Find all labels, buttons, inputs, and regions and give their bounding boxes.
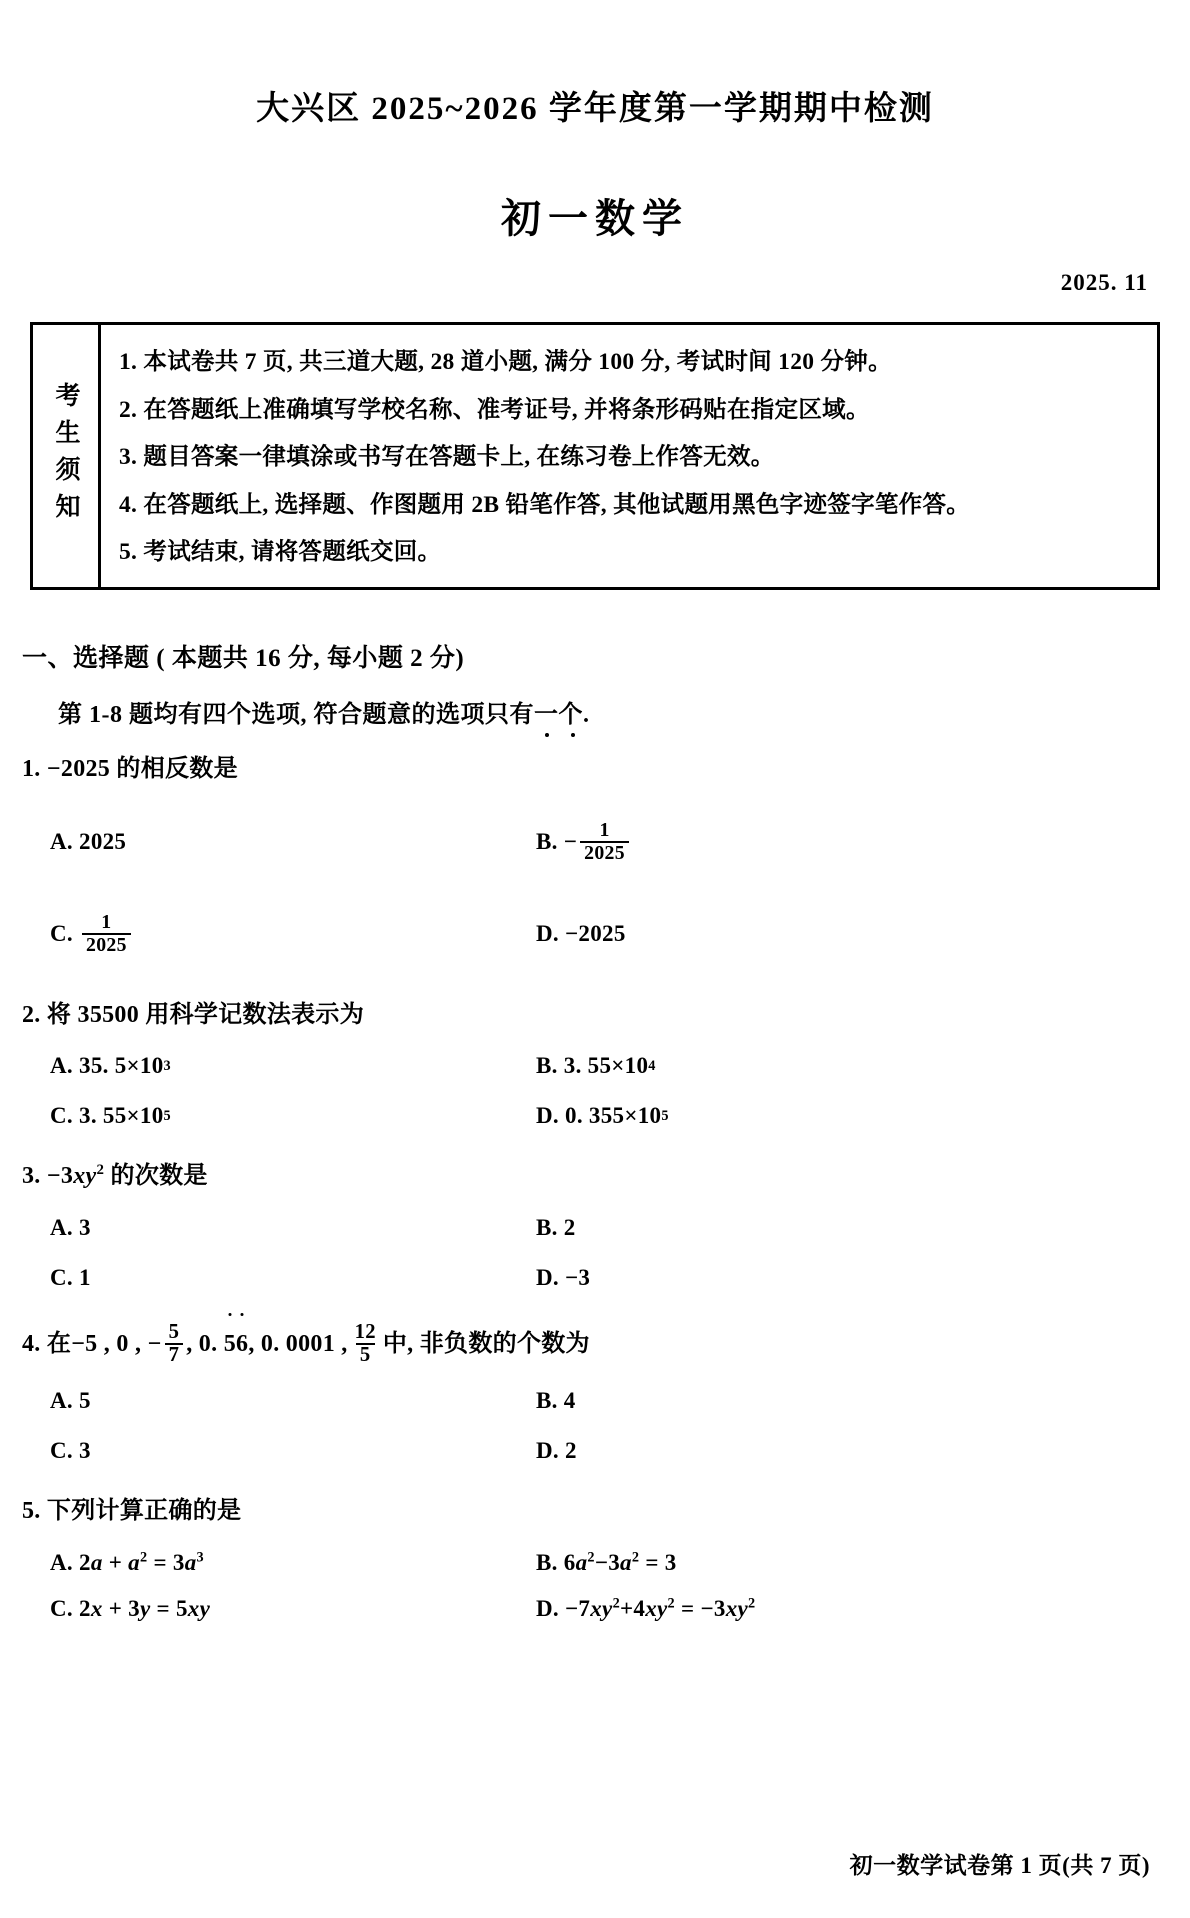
option-4-D[interactable] — [522, 1431, 1164, 1471]
option-label: B. — [536, 1214, 558, 1240]
option-label: D. — [536, 1595, 559, 1621]
option-value: −3 — [565, 1264, 591, 1290]
option-1-C[interactable] — [22, 893, 522, 975]
question-3-stem — [22, 1160, 1164, 1194]
question-1-options — [22, 801, 1164, 975]
option-label: A. — [50, 1053, 73, 1079]
option-2-D[interactable]: D. 0. 355×10 5 — [536, 1103, 669, 1129]
section-sub-prefix: 第 1-8 题均有四个选项, 符合题意的选项只有 — [58, 702, 534, 728]
question-3-options — [22, 1208, 1164, 1298]
option-2-A[interactable]: A. 35. 5×10 3 — [50, 1053, 171, 1079]
fraction-numerator: 1 — [599, 818, 610, 841]
notice-items — [101, 325, 1157, 587]
option-value: 5 — [79, 1388, 91, 1414]
option-expression: $6a^2-3a^2 = 3$ — [563, 1549, 677, 1575]
option-4-B[interactable] — [522, 1381, 1164, 1421]
option-1-D[interactable] — [522, 893, 1164, 975]
fraction-denominator: 7 — [165, 1343, 184, 1367]
option-label: B. — [536, 1053, 558, 1079]
notice-item: 2. 在答题纸上准确填写学校名称、准考证号, 并将条形码贴在指定区域。 — [119, 396, 870, 423]
question-5-number: 5. — [22, 1498, 41, 1525]
question-2 — [22, 999, 1164, 1137]
option-label: C. — [50, 1595, 73, 1621]
question-3 — [22, 1160, 1164, 1298]
option-5-A[interactable] — [22, 1543, 522, 1583]
question-3-number: 3. — [22, 1163, 41, 1190]
fraction-denominator: 5 — [356, 1343, 375, 1367]
option-4-C[interactable] — [22, 1431, 522, 1471]
option-expression: $2a + a^2 = 3a^3$ — [79, 1549, 204, 1575]
notice-item: 3. 题目答案一律填涂或书写在答题卡上, 在练习卷上作答无效。 — [119, 444, 775, 471]
option-4-A[interactable] — [22, 1381, 522, 1421]
option-value: 2 — [565, 1438, 577, 1464]
notice-item: 4. 在答题纸上, 选择题、作图题用 2B 铅笔作答, 其他试题用黑色字迹签字笔作答。 — [119, 491, 971, 518]
question-1-stem — [22, 753, 1164, 787]
option-label: C. — [50, 920, 73, 946]
repeating-digit-5: 5 — [224, 1328, 236, 1362]
question-5 — [22, 1495, 1164, 1629]
option-expression: 2x + 3y = 5xy — [79, 1595, 211, 1621]
question-4 — [22, 1322, 1164, 1471]
fraction-numerator: 1 — [101, 910, 112, 933]
fraction-numerator: 5 — [168, 1320, 180, 1343]
option-sign: − — [563, 828, 578, 854]
notice-label-text: 考生须知 — [52, 382, 79, 530]
option-5-D[interactable] — [522, 1589, 1164, 1629]
option-label: C. — [50, 1264, 73, 1290]
option-value: 1 — [79, 1264, 91, 1290]
question-1-number: 1. — [22, 756, 41, 782]
notice-label-cell — [33, 325, 101, 587]
option-value: 3 — [79, 1438, 91, 1464]
option-mantissa: 35. 5×10 — [79, 1053, 164, 1079]
option-3-C[interactable] — [22, 1258, 522, 1298]
option-value: −2025 — [565, 920, 626, 946]
option-5-B[interactable] — [522, 1543, 1164, 1583]
option-2-C[interactable]: C. 3. 55×10 5 — [50, 1103, 171, 1129]
question-2-number: 2. — [22, 1001, 41, 1028]
page-footer: 初一数学试卷第 1 页(共 7 页) — [849, 1853, 1150, 1878]
option-mantissa: 3. 55×10 — [563, 1053, 649, 1079]
question-2-stem — [22, 999, 1164, 1033]
option-value: 4 — [563, 1388, 576, 1414]
option-label: C. — [50, 1103, 73, 1129]
option-1-B[interactable] — [522, 801, 1164, 883]
fraction — [580, 820, 629, 864]
option-mantissa: 0. 355×10 — [565, 1103, 662, 1129]
option-3-D[interactable] — [522, 1258, 1164, 1298]
section-subheading — [22, 694, 1164, 729]
option-1-A[interactable] — [22, 801, 522, 883]
subject-title: 初一数学 — [501, 196, 689, 241]
option-5-C[interactable] — [22, 1589, 522, 1629]
option-value: 2 — [563, 1214, 576, 1240]
option-3-B[interactable] — [522, 1208, 1164, 1248]
notice-item: 1. 本试卷共 7 页, 共三道大题, 28 道小题, 满分 100 分, 考试时间 120 分钟。 — [119, 349, 892, 376]
exam-date: 2025. 11 — [1060, 270, 1148, 295]
option-mantissa: 3. 55×10 — [79, 1103, 164, 1129]
option-label: D. — [536, 920, 559, 946]
question-5-stem — [22, 1495, 1164, 1529]
option-value: 3 — [79, 1214, 91, 1240]
section-heading-choice: 一、选择题 ( 本题共 16 分, 每小题 2 分) — [22, 645, 465, 672]
fraction-5-7 — [165, 1322, 184, 1367]
option-label: B. — [536, 828, 558, 854]
notice-item: 5. 考试结束, 请将答题纸交回。 — [119, 539, 442, 566]
fraction-denominator: 2025 — [580, 841, 629, 864]
question-2-text: 将 35500 用科学记数法表示为 — [46, 1001, 365, 1028]
exam-content — [0, 638, 1190, 1629]
page-title: 大兴区 2025~2026 学年度第一学期期中检测 — [256, 91, 934, 127]
option-label: A. — [50, 828, 73, 854]
option-expression: $-7xy^2+4xy^2 = -3xy^2$ — [565, 1595, 756, 1621]
option-label: B. — [536, 1549, 558, 1575]
question-1 — [22, 753, 1164, 975]
question-4-tail: 中, 非负数的个数为 — [382, 1330, 590, 1357]
fraction-denominator: 2025 — [82, 933, 131, 956]
fraction — [82, 912, 131, 956]
option-label: D. — [536, 1264, 559, 1290]
question-4-stem — [22, 1322, 1164, 1367]
question-4-options — [22, 1381, 1164, 1471]
question-5-options — [22, 1543, 1164, 1629]
question-3-text: $-3xy^2$ 的次数是 — [46, 1162, 208, 1190]
question-2-options — [22, 1046, 1164, 1136]
candidate-notice-box — [30, 322, 1160, 590]
option-label: D. — [536, 1438, 559, 1464]
question-4-lead: 4. 在−5 , 0 , − — [22, 1330, 162, 1357]
option-label: B. — [536, 1388, 558, 1414]
option-value: 2025 — [79, 828, 127, 854]
question-4-after: , 0. 0001 , — [248, 1330, 348, 1357]
option-2-B[interactable]: B. 3. 55×10 4 — [536, 1053, 656, 1079]
section-sub-suffix: . — [583, 702, 590, 728]
fraction-numerator: 12 — [354, 1320, 376, 1343]
option-label: A. — [50, 1549, 73, 1575]
option-3-A[interactable] — [22, 1208, 522, 1248]
option-label: A. — [50, 1388, 73, 1414]
question-5-text: 下列计算正确的是 — [46, 1498, 242, 1525]
option-label: D. — [536, 1103, 559, 1129]
section-sub-emphasis: 一个 — [534, 694, 583, 729]
fraction-12-5 — [351, 1322, 380, 1367]
option-label: A. — [50, 1214, 73, 1240]
option-label: C. — [50, 1438, 73, 1464]
repeating-digit-6: 6 — [236, 1328, 248, 1362]
question-4-mid: , 0. — [186, 1330, 224, 1357]
question-1-text: −2025 的相反数是 — [46, 756, 238, 782]
